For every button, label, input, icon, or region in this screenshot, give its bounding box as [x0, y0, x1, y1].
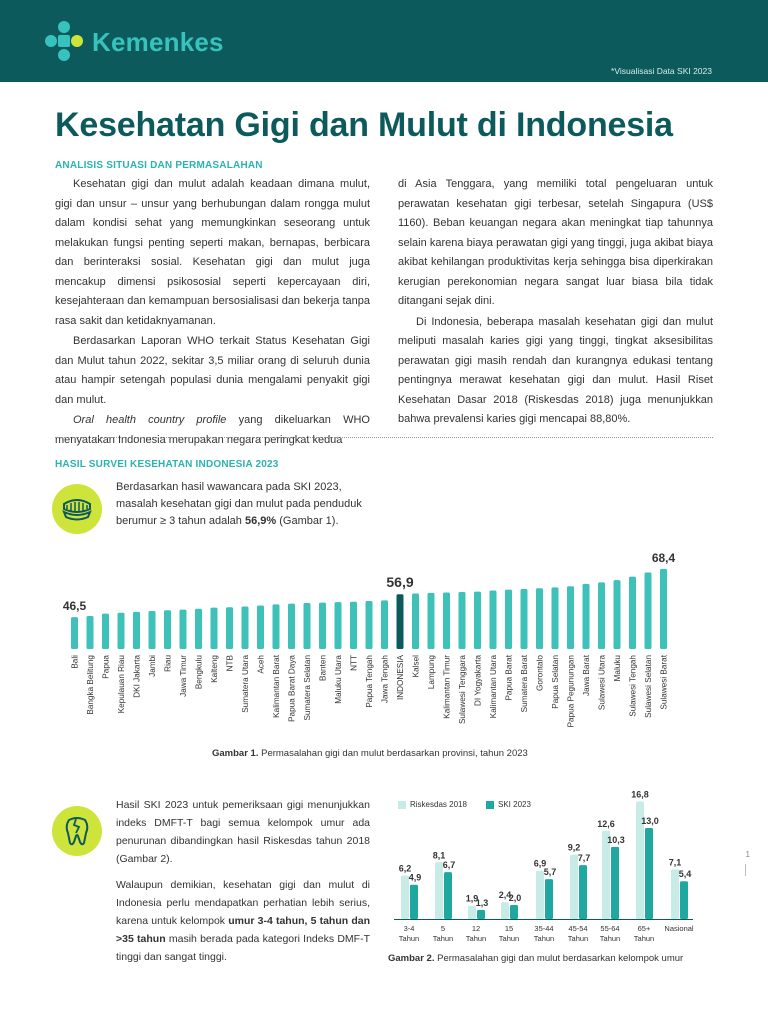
- header-bar: [0, 0, 768, 82]
- bar-indonesia: [397, 594, 404, 649]
- bar-kalteng: [211, 608, 218, 649]
- tick-label: Bangka Belitung: [86, 655, 95, 715]
- tick-label: Papua: [101, 655, 111, 679]
- paragraph-a: Walaupun demikian, kesehatan gigi dan mulut di Indonesia perlu mendapatkan perhatian lebih serius, karena untuk kelompok: [116, 879, 370, 927]
- paragraph-c: masih berada pada kategori Indeks DMF-T tinggi dan sangat tinggi.: [116, 933, 370, 963]
- bar-di-yogyakarta: [474, 592, 481, 649]
- dmft-text: [116, 796, 370, 974]
- data-label: 56,9: [386, 574, 414, 591]
- bar-jawa-barat: [583, 584, 590, 649]
- data-label: 5,4: [678, 869, 692, 880]
- tick-label: Sulawesi Tengah: [628, 655, 638, 717]
- tick-label: Kalimantan Barat: [272, 655, 281, 718]
- tick-label: Tahun: [498, 934, 520, 943]
- tick-label: Aceh: [256, 655, 266, 674]
- bar-sulawesi-barat: [660, 569, 667, 649]
- bar-ski-2023: [545, 879, 553, 919]
- tick-label: NTT: [349, 655, 359, 671]
- tick-label: Jawa Tengah: [380, 655, 390, 704]
- data-label: 5,7: [543, 867, 557, 878]
- paragraph-bold: umur 3-4 tahun, 5 tahun dan >35 tahun: [116, 915, 370, 945]
- legend-label: SKI 2023: [498, 800, 531, 809]
- tick-label: DKI Jakarta: [132, 655, 142, 698]
- intro-text-c: (Gambar 1).: [276, 515, 339, 527]
- bar-maluku: [614, 580, 621, 649]
- tick-label: Sulawesi Selatan: [644, 655, 653, 718]
- tick-label: Bengkulu: [194, 655, 204, 690]
- tick-label: Papua Barat Daya: [287, 655, 297, 722]
- text-column-right: [398, 175, 713, 431]
- tick-label: Papua Barat: [504, 655, 514, 701]
- intro-text-a: Berdasarkan hasil wawancara pada SKI 2023, masalah kesehatan gigi dan mulut pada penduduk berumur ≥ 3 tahun adalah: [116, 481, 362, 527]
- bar-ski-2023: [645, 828, 653, 919]
- bar-sulawesi-utara: [598, 582, 605, 649]
- tick-label: 65+: [637, 924, 651, 933]
- data-label: 1,9: [465, 893, 479, 904]
- tick-label: Kalimantan Utara: [489, 655, 498, 719]
- bar-ski-2023: [444, 872, 452, 919]
- tick-label: Tahun: [599, 934, 621, 943]
- kemenkes-logo-icon: [44, 20, 84, 62]
- tick-label: Kalteng: [210, 655, 219, 683]
- data-label: 2,0: [508, 893, 522, 903]
- legend-label: Riskesdas 2018: [410, 800, 467, 809]
- bar-papua-pegunungan: [567, 586, 574, 649]
- tick-label: Tahun: [533, 934, 555, 943]
- bar-ntt: [350, 602, 357, 649]
- bar-ntb: [226, 607, 233, 649]
- bar-riskesdas-2018: [570, 855, 578, 919]
- bar-aceh: [257, 605, 264, 649]
- tick-label: 35-44: [534, 924, 554, 933]
- dotted-divider: [55, 437, 713, 438]
- caption-label: Gambar 1.: [212, 748, 259, 759]
- bar-ski-2023: [510, 905, 518, 919]
- broken-tooth-icon: [52, 806, 102, 856]
- bar-sumatera-utara: [242, 607, 249, 649]
- bar-ski-2023: [477, 910, 485, 919]
- data-label: 7,7: [577, 853, 591, 864]
- tick-label: Bali: [70, 655, 80, 669]
- data-label: 8,1: [432, 850, 446, 861]
- bar-dki-jakarta: [133, 612, 140, 649]
- tick-label: Sulawesi Utara: [597, 655, 607, 711]
- tick-label: INDONESIA: [396, 655, 405, 701]
- bar-riau: [164, 610, 171, 649]
- bar-sumatera-selatan: [304, 603, 311, 649]
- bar-papua: [102, 614, 109, 649]
- data-label: 46,5: [62, 599, 87, 614]
- page-marker-line: [745, 864, 746, 876]
- tick-label: Maluku Utara: [334, 655, 343, 704]
- paragraph: di Asia Tenggara, yang memiliki total pengeluaran untuk perawatan kesehatan gigi terbesar, setelah Singapura (US$ 1160). Beban keuangan negara akan meningkat tiap tahunnya selain karena biaya perawatan gigi yang tinggi, juga akibat biaya akibat kehilangan produktivitas kerja sehingga bisa diperkirakan kerugian perekonomian negara sangat luar biasa bila tidak ditangani sejak dini.: [398, 178, 713, 307]
- data-label: 6,9: [533, 858, 547, 869]
- bar-gorontalo: [536, 588, 543, 649]
- bar-banten: [319, 603, 326, 649]
- bar-papua-barat-daya: [288, 604, 295, 649]
- tick-label: Sumatera Utara: [241, 655, 250, 713]
- tick-label: DI Yogyakarta: [473, 655, 483, 706]
- data-label: 13,0: [641, 816, 659, 826]
- bar-sulawesi-selatan: [645, 572, 652, 649]
- bar-ski-2023: [410, 885, 418, 919]
- figure1-caption: [212, 748, 528, 759]
- paragraph: Berdasarkan Laporan WHO terkait Status Kesehatan Gigi dan Mulut tahun 2022, sekitar 3,5 miliar orang di seluruh dunia atau hampir setengah populasi dunia mengalami penyakit gigi dan mulut.: [55, 335, 370, 406]
- tick-label: Jawa Timur: [179, 655, 188, 697]
- caption-text: Permasalahan gigi dan mulut berdasarkan kelompok umur: [434, 953, 684, 964]
- tick-label: Jambi: [148, 655, 157, 677]
- data-label: 10,3: [607, 834, 625, 845]
- data-label: 6,2: [398, 863, 412, 874]
- bar-papua-selatan: [552, 587, 559, 649]
- bar-ski-2023: [611, 847, 619, 919]
- bar-bali: [71, 617, 78, 649]
- data-label: 16,8: [631, 789, 649, 800]
- source-note: *Visualisasi Data SKI 2023: [611, 66, 712, 76]
- tick-label: Sulawesi Tenggara: [458, 655, 467, 725]
- paragraph: Hasil SKI 2023 untuk pemeriksaan gigi menunjukkan indeks DMFT-T bagi semua kelompok umur ada penurunan dibandingkan hasil Riskesdas tahun 2018 (Gambar 2).: [116, 799, 370, 865]
- tick-label: Jawa Barat: [582, 655, 591, 696]
- section-heading-survey: HASIL SURVEI KESEHATAN INDONESIA 2023: [55, 459, 279, 470]
- bar-bangka-belitung: [87, 616, 94, 649]
- bar-sumatera-barat: [521, 589, 528, 649]
- tick-label: Papua Tengah: [365, 655, 374, 708]
- survey-intro-text: [116, 479, 374, 530]
- text-column-left: [55, 175, 370, 451]
- paragraph: Di Indonesia, beberapa masalah kesehatan gigi dan mulut meliputi masalah karies gigi yang tinggi, tingkat aksesibilitas perawatan gigi masih rendah dan kurangnya edukasi tentang pentingnya merawat kesehatan gigi dan mulut. Hasil Riset Kesehatan Dasar 2018 (Riskesdas 2018) juga menunjukkan bahwa prevalensi karies gigi mencapai 88,80%.: [398, 315, 713, 425]
- tick-label: Riau: [163, 655, 173, 672]
- data-label: 1,3: [475, 897, 489, 908]
- bar-sulawesi-tengah: [629, 577, 636, 649]
- tick-label: Papua Pegunungan: [566, 655, 576, 728]
- tick-label: Maluku: [613, 655, 622, 682]
- bar-maluku-utara: [335, 602, 342, 649]
- tick-label: Tahun: [432, 934, 454, 943]
- figure2-caption: [388, 953, 683, 964]
- page-title: Kesehatan Gigi dan Mulut di Indonesia: [55, 106, 673, 144]
- bar-papua-tengah: [366, 601, 373, 649]
- tick-label: Papua Selatan: [551, 655, 560, 709]
- tick-label: Tahun: [465, 934, 487, 943]
- tick-label: 15: [504, 924, 514, 933]
- intro-highlight-value: 56,9%: [244, 515, 277, 527]
- bar-jawa-tengah: [381, 600, 388, 649]
- data-label: 2,4: [498, 890, 512, 901]
- bar-ski-2023: [680, 881, 688, 919]
- tick-label: Tahun: [567, 934, 589, 943]
- tick-label: Nasional: [664, 924, 694, 933]
- bar-papua-barat: [505, 590, 512, 649]
- tick-label: Sumatera Selatan: [303, 655, 312, 721]
- tick-label: 55-64: [600, 924, 620, 933]
- bar-ski-2023: [579, 865, 587, 919]
- bar-lampung: [428, 593, 435, 649]
- bar-kalimantan-barat: [273, 604, 280, 649]
- section-heading-analysis: ANALISIS SITUASI DAN PERMASALAHAN: [55, 160, 263, 171]
- tick-label: Kalimantan Timur: [442, 655, 452, 719]
- data-label: 12,6: [597, 818, 615, 829]
- tick-label: Lampung: [427, 655, 436, 690]
- bar-riskesdas-2018: [435, 862, 443, 919]
- page-number: 1: [745, 850, 750, 859]
- tick-label: Tahun: [633, 934, 655, 943]
- bar-sulawesi-tenggara: [459, 592, 466, 649]
- province-bar-chart: [60, 535, 700, 740]
- tick-label: 5: [440, 924, 446, 933]
- tick-label: Tahun: [398, 934, 420, 943]
- bar-bengkulu: [195, 609, 202, 649]
- paragraph: [55, 411, 370, 450]
- bar-riskesdas-2018: [501, 902, 509, 919]
- bar-kalsel: [412, 594, 419, 649]
- tick-label: Kepulauan Riau: [117, 655, 126, 714]
- paragraph: [116, 876, 370, 966]
- tick-label: Gorontalo: [535, 655, 545, 691]
- bar-riskesdas-2018: [536, 871, 544, 919]
- bar-jambi: [149, 611, 156, 649]
- tick-label: 12: [471, 924, 481, 933]
- data-label: 4,9: [408, 872, 422, 883]
- bar-jawa-timur: [180, 610, 187, 649]
- italic-term: Oral health country profile: [73, 414, 227, 426]
- caption-label: Gambar 2.: [388, 953, 435, 964]
- brand-name: Kemenkes: [92, 27, 224, 57]
- tick-label: 3-4: [403, 924, 415, 933]
- bar-kepulauan-riau: [118, 613, 125, 649]
- data-label: 7,1: [668, 857, 682, 868]
- caption-text: Permasalahan gigi dan mulut berdasarkan provinsi, tahun 2023: [258, 748, 528, 759]
- paragraph: Kesehatan gigi dan mulut adalah keadaan dimana mulut, gigi dan unsur – unsur yang berhubungan dalam rongga mulut dalam kondisi sehat yang memungkinkan seseorang untuk melakukan fungsi penting seperti makan, bernapas, berbicara dan berinteraksi sosial. Kesehatan gigi dan mulut juga mencakup dimensi psikososial seperti kepercayaan diri, kesejahteraan dan kemampuan bersosialisasi dan bekerja tanpa rasa sakit dan ketidaknyamanan.: [55, 178, 370, 327]
- tick-label: Kalsel: [411, 655, 421, 678]
- data-label: 6,7: [442, 860, 456, 871]
- tick-label: Sumatera Barat: [520, 655, 529, 713]
- teeth-icon: [52, 484, 102, 534]
- tick-label: NTB: [225, 655, 235, 672]
- data-label: 9,2: [567, 842, 581, 853]
- tick-label: 45-54: [568, 924, 588, 933]
- age-group-bar-chart: [388, 776, 718, 948]
- data-label: 68,4: [651, 550, 676, 565]
- bar-kalimantan-timur: [443, 592, 450, 649]
- paragraph-rest: yang dikeluarkan WHO menyatakan Indonesia merupakan negara peringkat kedua: [55, 414, 370, 446]
- tick-label: Sulawesi Barat: [659, 655, 669, 710]
- tick-label: Banten: [318, 655, 328, 681]
- bar-kalimantan-utara: [490, 590, 497, 649]
